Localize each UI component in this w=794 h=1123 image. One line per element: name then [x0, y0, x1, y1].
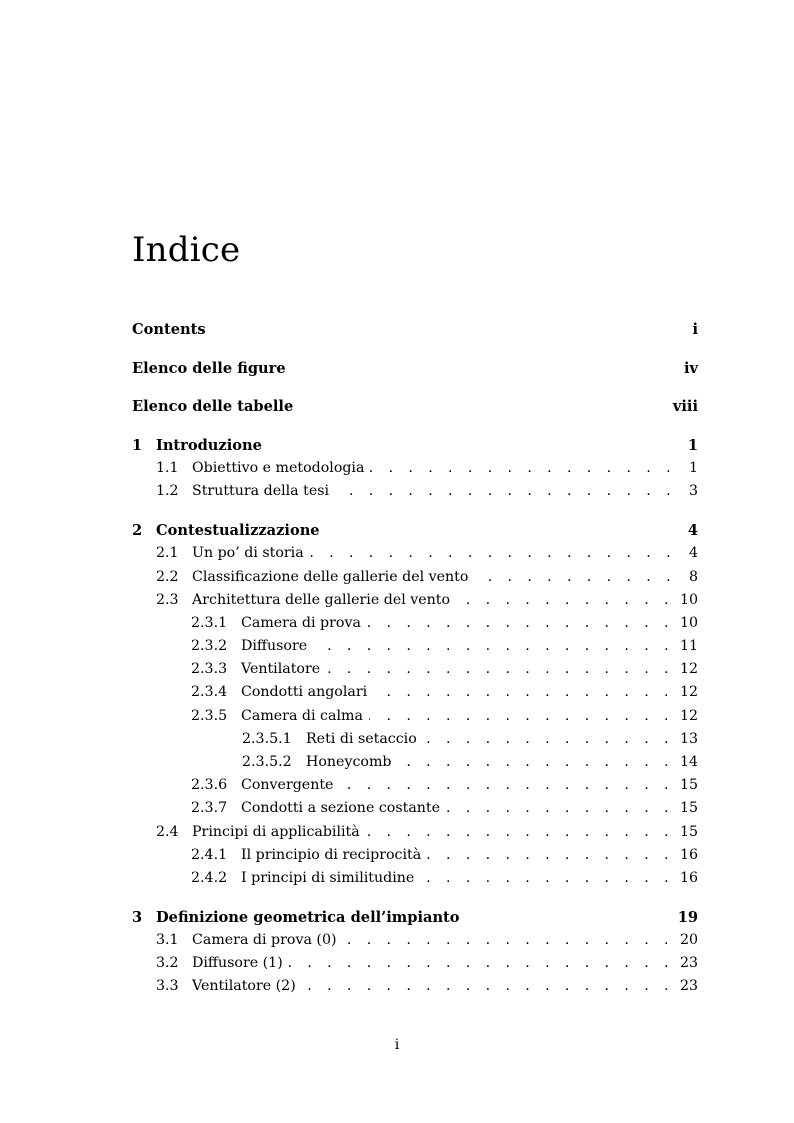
toc-subsection-2-3-6[interactable] — [132, 774, 698, 797]
toc-entry-page: 13 — [679, 730, 698, 747]
toc-entry-list-of-figures[interactable] — [132, 357, 698, 380]
toc-entry-title: Honeycomb — [306, 754, 392, 770]
toc-entry-number: 1.2 — [156, 483, 179, 500]
toc-entry-title: Convergente — [241, 777, 334, 794]
toc-subsection-2-3-3[interactable] — [132, 658, 698, 681]
toc-entry-page: 23 — [679, 955, 698, 971]
toc-entry-page: 1 — [687, 437, 698, 455]
toc-entry-title: Camera di prova — [241, 614, 361, 631]
toc-entry-page: 3 — [688, 483, 698, 500]
toc-subsection-2-3-4[interactable] — [132, 681, 698, 704]
toc-entry-number: 1.1 — [156, 460, 179, 477]
dot-leader — [326, 658, 674, 681]
toc-section-3-3[interactable] — [132, 975, 698, 998]
dot-leader — [370, 457, 676, 480]
toc-entry-title: I principi di similitudine — [241, 869, 415, 886]
toc-section-2-1[interactable] — [132, 542, 698, 565]
toc-entry-title: Definizione geometrica dell’impianto — [156, 908, 460, 926]
toc-subsection-2-3-5[interactable] — [132, 705, 698, 728]
toc-entry-title: Il principio di reciprocità — [241, 846, 422, 863]
dot-leader — [369, 705, 674, 728]
toc-entry-page: 1 — [688, 460, 698, 477]
toc-entry-number: 3.2 — [156, 955, 179, 971]
dot-leader — [335, 480, 676, 503]
toc-entry-title: Camera di prova (0) — [192, 931, 337, 948]
dot-leader — [474, 566, 676, 589]
toc-subsubsection-2-3-5-2[interactable] — [132, 751, 698, 774]
toc-entry-number: 2.3.4 — [191, 684, 228, 701]
dot-leader — [343, 929, 674, 952]
dot-leader — [456, 589, 674, 612]
toc-section-2-2[interactable] — [132, 566, 698, 589]
toc-entry-page: viii — [672, 398, 698, 416]
toc-chapter-2[interactable] — [132, 519, 698, 542]
toc-entry-number: 2.4.2 — [191, 869, 228, 886]
toc-entry-number: 2.3.5 — [191, 707, 228, 724]
toc-entry-number: 2.3.1 — [191, 614, 228, 631]
toc-entry-page: iv — [683, 359, 698, 377]
toc-subsection-2-3-1[interactable] — [132, 612, 698, 635]
toc-subsection-2-3-2[interactable] — [132, 635, 698, 658]
toc-entry-title: Condotti angolari — [241, 684, 368, 701]
toc-entry-title: Ventilatore — [241, 661, 321, 678]
toc-entry-page: 4 — [687, 522, 698, 540]
toc-subsection-2-4-2[interactable] — [132, 867, 698, 890]
toc-entry-title: Contents — [132, 321, 206, 338]
toc-entry-title: Elenco delle tabelle — [132, 398, 294, 416]
toc-entry-number: 2.3.5.2 — [242, 754, 292, 770]
toc-entry-page: 14 — [679, 754, 698, 770]
toc-entry-page: 10 — [679, 591, 698, 608]
toc-entry-page: 4 — [688, 545, 698, 562]
dot-leader — [310, 542, 676, 565]
dot-leader — [366, 821, 674, 844]
toc-entry-number: 1 — [132, 437, 143, 455]
toc-entry-number: 2.2 — [156, 568, 179, 585]
toc-entry-title: Architettura delle gallerie del vento — [192, 591, 451, 608]
page-title: Indice — [132, 229, 241, 270]
toc-entry-title: Reti di setaccio — [306, 730, 417, 747]
toc-subsection-2-3-7[interactable] — [132, 797, 698, 820]
toc-entry-number: 3.3 — [156, 978, 179, 995]
toc-chapter-3[interactable] — [132, 906, 698, 929]
toc-entry-number: 2.1 — [156, 545, 179, 562]
toc-entry-page: 11 — [679, 638, 698, 655]
toc-entry-contents[interactable] — [132, 318, 698, 341]
table-of-contents — [132, 318, 698, 998]
toc-entry-page: 8 — [688, 568, 698, 585]
toc-entry-title: Struttura della tesi — [192, 483, 330, 500]
toc-entry-title: Introduzione — [156, 437, 262, 455]
toc-chapter-1[interactable] — [132, 434, 698, 457]
dot-leader — [339, 774, 673, 797]
toc-section-1-2[interactable] — [132, 480, 698, 503]
toc-entry-number: 2.4 — [156, 823, 179, 840]
toc-entry-page: 19 — [677, 908, 698, 926]
dot-leader — [423, 728, 674, 751]
toc-entry-number: 2 — [132, 522, 143, 540]
toc-entry-number: 2.3.5.1 — [242, 730, 292, 747]
toc-entry-page: 23 — [679, 978, 698, 995]
toc-entry-page: 12 — [679, 684, 698, 701]
toc-entry-title: Camera di calma — [241, 707, 363, 724]
toc-section-2-3[interactable] — [132, 589, 698, 612]
toc-section-3-1[interactable] — [132, 929, 698, 952]
toc-entry-number: 2.3 — [156, 591, 179, 608]
toc-entry-list-of-tables[interactable] — [132, 395, 698, 418]
dot-leader — [367, 612, 674, 635]
toc-entry-title: Un po’ di storia — [192, 545, 304, 562]
toc-entry-page: 15 — [679, 777, 698, 794]
toc-entry-number: 3.1 — [156, 931, 179, 948]
toc-entry-title: Elenco delle figure — [132, 359, 286, 377]
dot-leader — [313, 635, 674, 658]
toc-entry-page: 15 — [679, 800, 698, 817]
toc-entry-page: 12 — [679, 661, 698, 678]
toc-entry-page: 10 — [679, 614, 698, 631]
toc-entry-title: Diffusore — [241, 638, 308, 655]
dot-leader — [446, 797, 674, 820]
dot-leader — [373, 681, 674, 704]
toc-entry-page: i — [692, 321, 698, 338]
toc-entry-page: 16 — [679, 869, 698, 886]
toc-entry-number: 2.3.2 — [191, 638, 228, 655]
toc-entry-title: Classificazione delle gallerie del vento — [192, 568, 469, 585]
toc-section-3-2[interactable] — [132, 952, 698, 975]
toc-entry-page: 15 — [679, 823, 698, 840]
page-number-footer: i — [394, 1037, 400, 1053]
toc-entry-number: 3 — [132, 908, 143, 926]
toc-entry-title: Obiettivo e metodologia — [192, 460, 365, 477]
toc-entry-title: Condotti a sezione costante — [241, 800, 441, 817]
toc-entry-title: Contestualizzazione — [156, 522, 320, 540]
toc-subsubsection-2-3-5-1[interactable] — [132, 728, 698, 751]
toc-entry-number: 2.3.7 — [191, 800, 228, 817]
dot-leader — [420, 867, 674, 890]
toc-entry-number: 2.4.1 — [191, 846, 228, 863]
toc-section-1-1[interactable] — [132, 457, 698, 480]
toc-entry-page: 16 — [679, 846, 698, 863]
toc-entry-page: 20 — [679, 931, 698, 948]
toc-entry-page: 12 — [679, 707, 698, 724]
toc-entry-number: 2.3.3 — [191, 661, 228, 678]
dot-leader — [302, 975, 674, 998]
toc-subsection-2-4-1[interactable] — [132, 844, 698, 867]
dot-leader — [289, 952, 674, 975]
toc-entry-title: Diffusore (1) — [192, 955, 283, 971]
toc-entry-title: Ventilatore (2) — [192, 978, 296, 995]
toc-entry-number: 2.3.6 — [191, 777, 228, 794]
dot-leader — [427, 844, 674, 867]
toc-entry-title: Principi di applicabilità — [192, 823, 360, 840]
toc-section-2-4[interactable] — [132, 821, 698, 844]
dot-leader — [398, 751, 674, 774]
